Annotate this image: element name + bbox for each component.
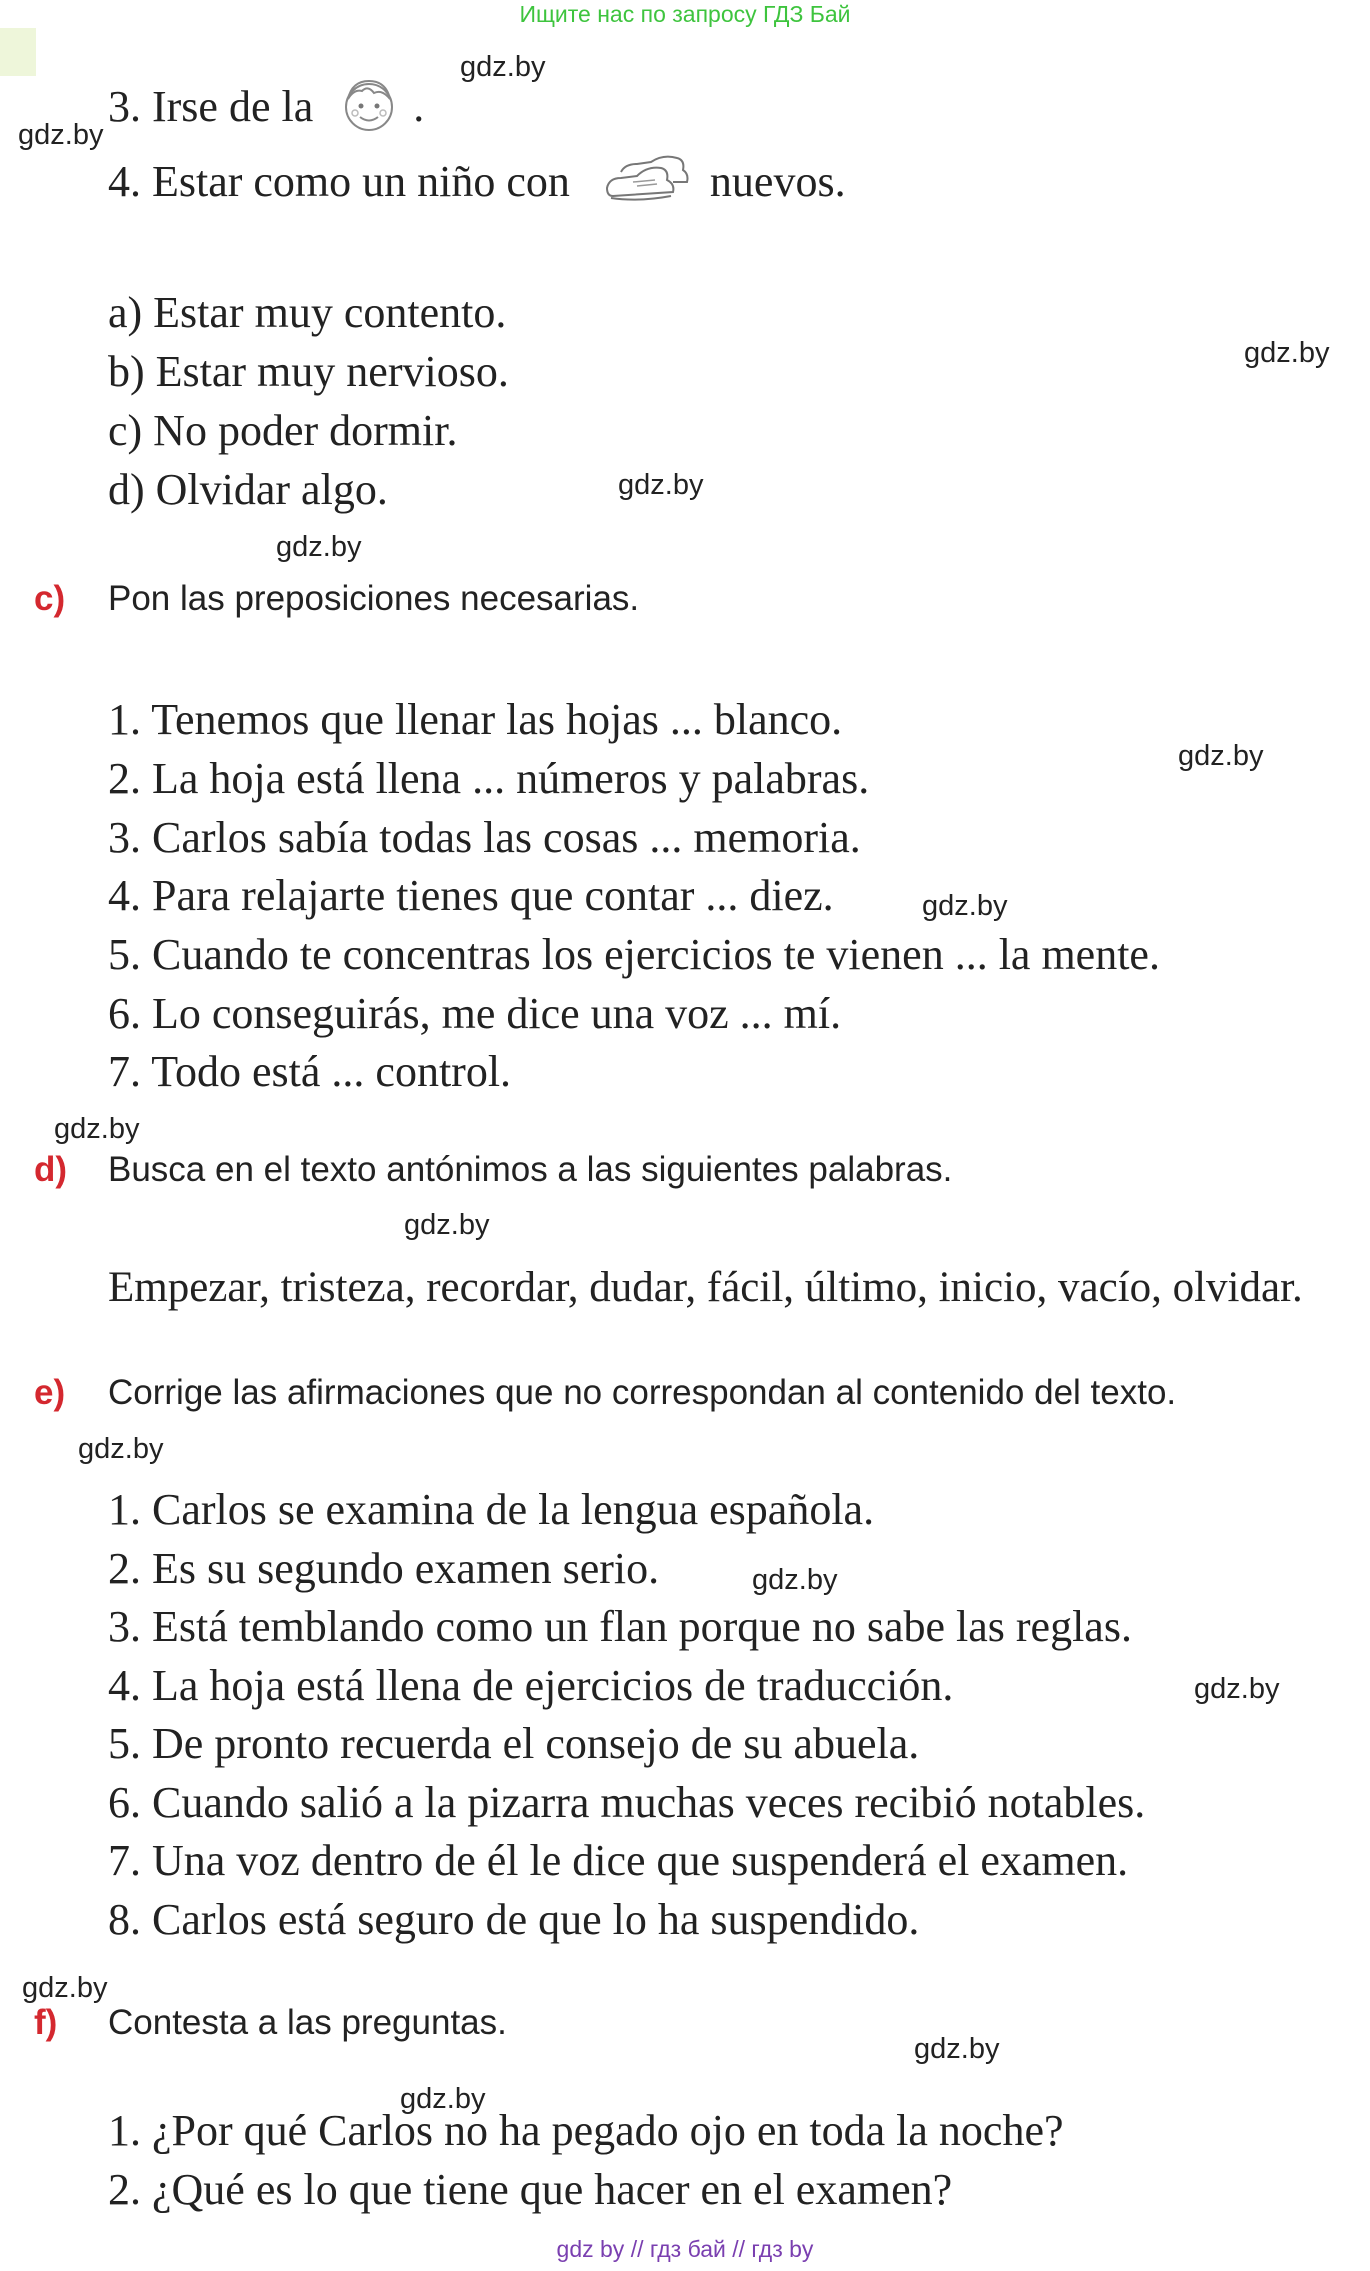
section-d-letter: d) [34, 1150, 68, 1189]
list-item: 7. Todo está ... control. [108, 1047, 512, 1096]
list-item: 2. La hoja está llena ... números y palabras. [108, 754, 870, 803]
list-item: 1. Tenemos que llenar las hojas ... blanco. [108, 695, 843, 744]
section-e-letter: e) [34, 1373, 66, 1412]
footer-links[interactable]: gdz by // гдз бай // гдз by [556, 2236, 814, 2262]
meaning-a: a) Estar muy contento. [108, 288, 507, 337]
idiom-3-text: 3. Irse de la [108, 82, 314, 132]
list-item: 6. Lo conseguirás, me dice una voz ... mí. [108, 989, 842, 1038]
list-item: 4. La hoja está llena de ejercicios de traducción. [108, 1661, 954, 1710]
section-f-letter: f) [34, 2003, 58, 2042]
watermark: gdz.by [914, 2033, 1000, 2065]
watermark: gdz.by [618, 469, 704, 501]
list-item: 3. Está temblando como un flan porque no sabe las reglas. [108, 1602, 1132, 1651]
section-e-instruction: Corrige las afirmaciones que no correspondan al contenido del texto. [108, 1373, 1177, 1412]
watermark: gdz.by [1194, 1673, 1280, 1705]
idiom-4 [108, 152, 846, 220]
top-banner[interactable]: Ищите нас по запросу ГДЗ Бай [519, 1, 851, 27]
corner-decoration [0, 28, 36, 76]
list-item: 7. Una voz dentro de él le dice que suspenderá el examen. [108, 1836, 1129, 1885]
watermark: gdz.by [1178, 740, 1264, 772]
watermark: gdz.by [752, 1564, 838, 1596]
idiom-3 [108, 75, 424, 147]
watermark: gdz.by [78, 1433, 164, 1465]
antonym-words: Empezar, tristeza, recordar, dudar, fácil, último, inicio, vacío, olvidar. [108, 1264, 1303, 1311]
watermark: gdz.by [54, 1113, 140, 1145]
watermark: gdz.by [460, 51, 546, 83]
watermark: gdz.by [22, 1972, 108, 2004]
watermark: gdz.by [922, 890, 1008, 922]
section-c-letter: c) [34, 579, 66, 618]
shoes-icon [603, 152, 689, 220]
child-face-icon [338, 75, 400, 147]
list-item: 4. Para relajarte tienes que contar ... diez. [108, 871, 834, 920]
list-item: 2. Es su segundo examen serio. [108, 1544, 660, 1593]
list-item: 1. ¿Por qué Carlos no ha pegado ojo en toda la noche? [108, 2106, 1064, 2155]
list-item: 5. Cuando te concentras los ejercicios te vienen ... la mente. [108, 930, 1160, 979]
idiom-3-end: . [413, 82, 425, 132]
section-f-instruction: Contesta a las preguntas. [108, 2003, 507, 2042]
list-item: 8. Carlos está seguro de que lo ha suspendido. [108, 1895, 920, 1944]
meaning-b: b) Estar muy nervioso. [108, 347, 509, 396]
watermark: gdz.by [18, 119, 104, 151]
list-item: 1. Carlos se examina de la lengua española. [108, 1485, 875, 1534]
section-c-instruction: Pon las preposiciones necesarias. [108, 579, 640, 618]
idiom-4-text: 4. Estar como un niño con [108, 157, 570, 207]
list-item: 3. Carlos sabía todas las cosas ... memoria. [108, 813, 861, 862]
watermark: gdz.by [404, 1209, 490, 1241]
meaning-c: c) No poder dormir. [108, 406, 458, 455]
idiom-4-end: nuevos. [709, 157, 846, 207]
list-item: 5. De pronto recuerda el consejo de su abuela. [108, 1719, 920, 1768]
watermark: gdz.by [400, 2083, 486, 2115]
watermark: gdz.by [276, 531, 362, 563]
meaning-d: d) Olvidar algo. [108, 465, 388, 514]
watermark: gdz.by [1244, 337, 1330, 369]
list-item: 6. Cuando salió a la pizarra muchas veces recibió notables. [108, 1778, 1146, 1827]
section-d-instruction: Busca en el texto antónimos a las siguientes palabras. [108, 1150, 953, 1189]
list-item: 2. ¿Qué es lo que tiene que hacer en el examen? [108, 2165, 953, 2214]
